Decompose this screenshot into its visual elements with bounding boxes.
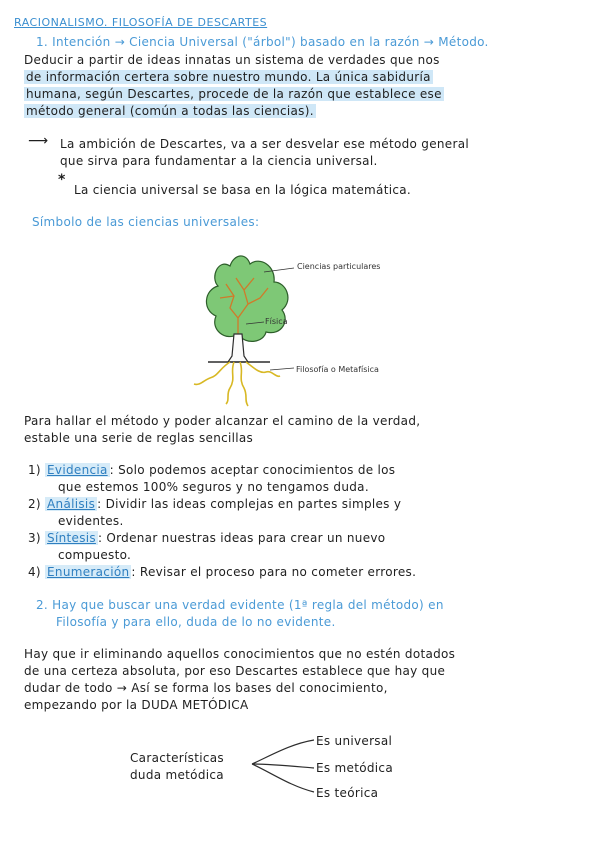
label-canopy: Ciencias particulares: [297, 262, 381, 271]
duda-branch-2: Es metódica: [316, 761, 393, 775]
label-trunk: Física: [265, 317, 288, 326]
rule-1: 1) Evidencia : Solo podemos aceptar conocimientos de los: [28, 463, 396, 477]
asterisk-icon: *: [58, 172, 66, 188]
duda-label-2: duda metódica: [130, 768, 224, 782]
section1-line-1: Deducir a partir de ideas innatas un sistema de verdades que nos: [24, 53, 440, 67]
rule-3: 3) Síntesis : Ordenar nuestras ideas para crear un nuevo: [28, 531, 386, 545]
duda-branch-1: Es universal: [316, 734, 393, 748]
section2-heading-1: 2. Hay que buscar una verdad evidente (1ª regla del método) en: [36, 598, 444, 612]
rule-3-cont: compuesto.: [58, 548, 132, 562]
section1-heading: 1. Intención → Ciencia Universal ("árbol") basado en la razón → Método.: [36, 35, 489, 49]
duda-label-1: Características: [130, 751, 224, 765]
rule-2-cont: evidentes.: [58, 514, 124, 528]
section1-line-2: de información certera sobre nuestro mundo. La única sabiduría: [26, 70, 431, 84]
arrow-point-line-1: La ambición de Descartes, va a ser desvelar ese método general: [60, 137, 470, 151]
duda-branch-3: Es teórica: [316, 786, 379, 800]
tree-canopy: [206, 256, 287, 341]
duda-bracket: [250, 736, 320, 800]
rule-4: 4) Enumeración : Revisar el proceso para no cometer errores.: [28, 565, 417, 579]
tree-heading: Símbolo de las ciencias universales:: [32, 215, 260, 229]
section1-line-3: humana, según Descartes, procede de la razón que establece ese: [26, 87, 442, 101]
star-point: La ciencia universal se basa en la lógica matemática.: [74, 183, 412, 197]
arrow-point-line-2: que sirva para fundamentar a la ciencia universal.: [60, 154, 378, 168]
arrow-icon: ⟶: [28, 133, 49, 149]
section1-line-4: método general (común a todas las ciencias).: [26, 104, 314, 118]
section2-line-4: empezando por la DUDA METÓDICA: [24, 698, 249, 712]
rules-intro-line-2: estable una serie de reglas sencillas: [24, 431, 254, 445]
rules-intro-line-1: Para hallar el método y poder alcanzar el camino de la verdad,: [24, 414, 421, 428]
tree-roots: [194, 362, 280, 406]
label-roots: Filosofía o Metafísica: [296, 365, 379, 374]
section2-line-1: Hay que ir eliminando aquellos conocimientos que no estén dotados: [24, 647, 456, 661]
rule-2: 2) Análisis : Dividir las ideas complejas en partes simples y: [28, 497, 402, 511]
rule-1-cont: que estemos 100% seguros y no tengamos duda.: [58, 480, 369, 494]
page-title: RACIONALISMO. FILOSOFÍA DE DESCARTES: [14, 16, 268, 29]
section2-line-3: dudar de todo → Así se forma los bases del conocimiento,: [24, 681, 388, 695]
section2-line-2: de una certeza absoluta, por eso Descartes establece que hay que: [24, 664, 446, 678]
section2-heading-2: Filosofía y para ello, duda de lo no evidente.: [56, 615, 336, 629]
